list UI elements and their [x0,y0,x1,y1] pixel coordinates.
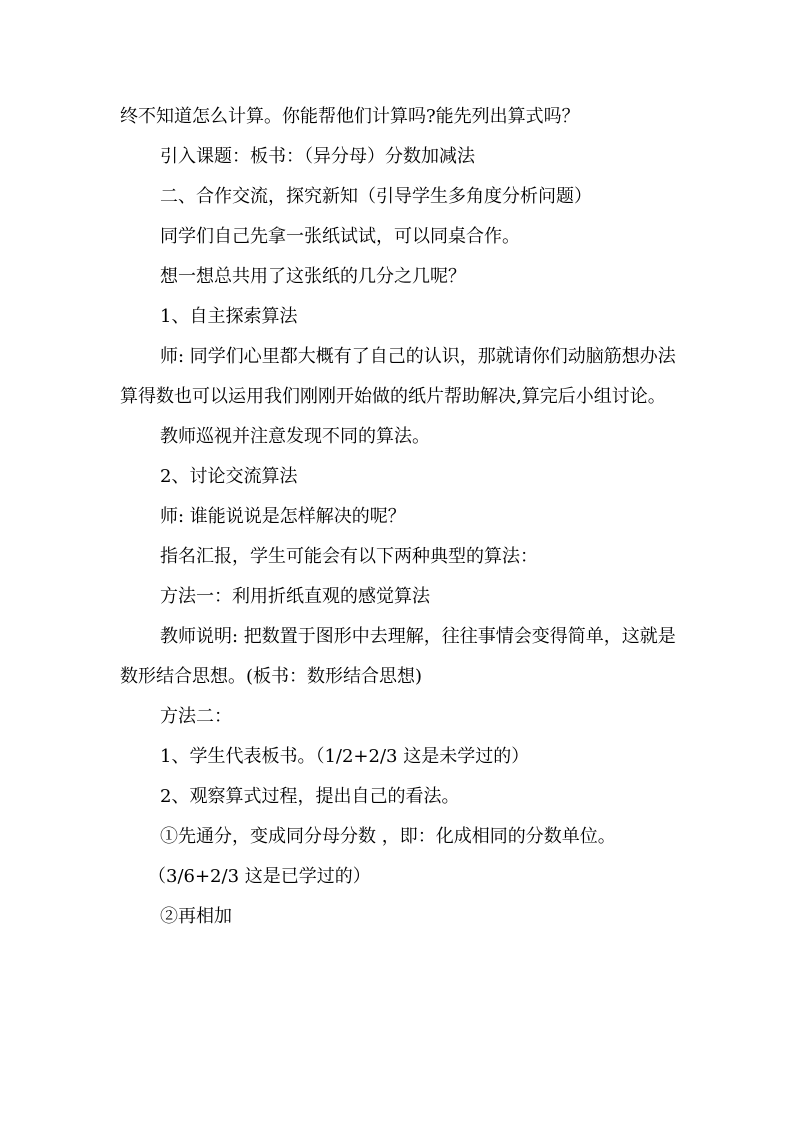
paragraph-3: 二、合作交流，探究新知（引导学生多角度分析问题） [160,186,592,207]
paragraph-9: 2、讨论交流算法 [160,466,298,487]
paragraph-5: 想一想总共用了这张纸的几分之几呢？ [160,266,466,287]
paragraph-11: 指名汇报，学生可能会有以下两种典型的算法： [160,546,538,567]
paragraph-8: 教师巡视并注意发现不同的算法。 [160,426,430,447]
paragraph-6: 1、自主探索算法 [160,306,298,327]
paragraph-15: 1、学生代表板书。（1/2+2/3 这是未学过的） [160,746,530,767]
paragraph-10: 师: 谁能说说是怎样解决的呢？ [160,506,406,527]
paragraph-7: 师: 同学们心里都大概有了自己的认识，那就请你们动脑筋想办法算得数也可以运用我们刚刚开始做的纸片帮助解决,算完后小组讨论。 [120,346,676,407]
paragraph-18: （3/6+2/3 这是已学过的） [148,866,371,887]
paragraph-16: 2、观察算式过程，提出自己的看法。 [160,786,460,807]
paragraph-1: 终不知道怎么计算。你能帮他们计算吗?能先列出算式吗？ [120,106,580,127]
paragraph-4: 同学们自己先拿一张纸试试，可以同桌合作。 [160,226,520,247]
paragraph-19: ②再相加 [160,906,232,927]
paragraph-17: ①先通分，变成同分母分数 ，即：化成相同的分数单位。 [160,826,616,847]
paragraph-13: 教师说明: 把数置于图形中去理解，往往事情会变得简单，这就是数形结合思想。(板书：数形结合思想) [120,626,676,687]
document-body [120,97,690,937]
paragraph-2: 引入课题：板书：（异分母）分数加减法 [160,146,475,167]
paragraph-12: 方法一：利用折纸直观的感觉算法 [160,586,430,607]
paragraph-14: 方法二： [160,706,232,727]
